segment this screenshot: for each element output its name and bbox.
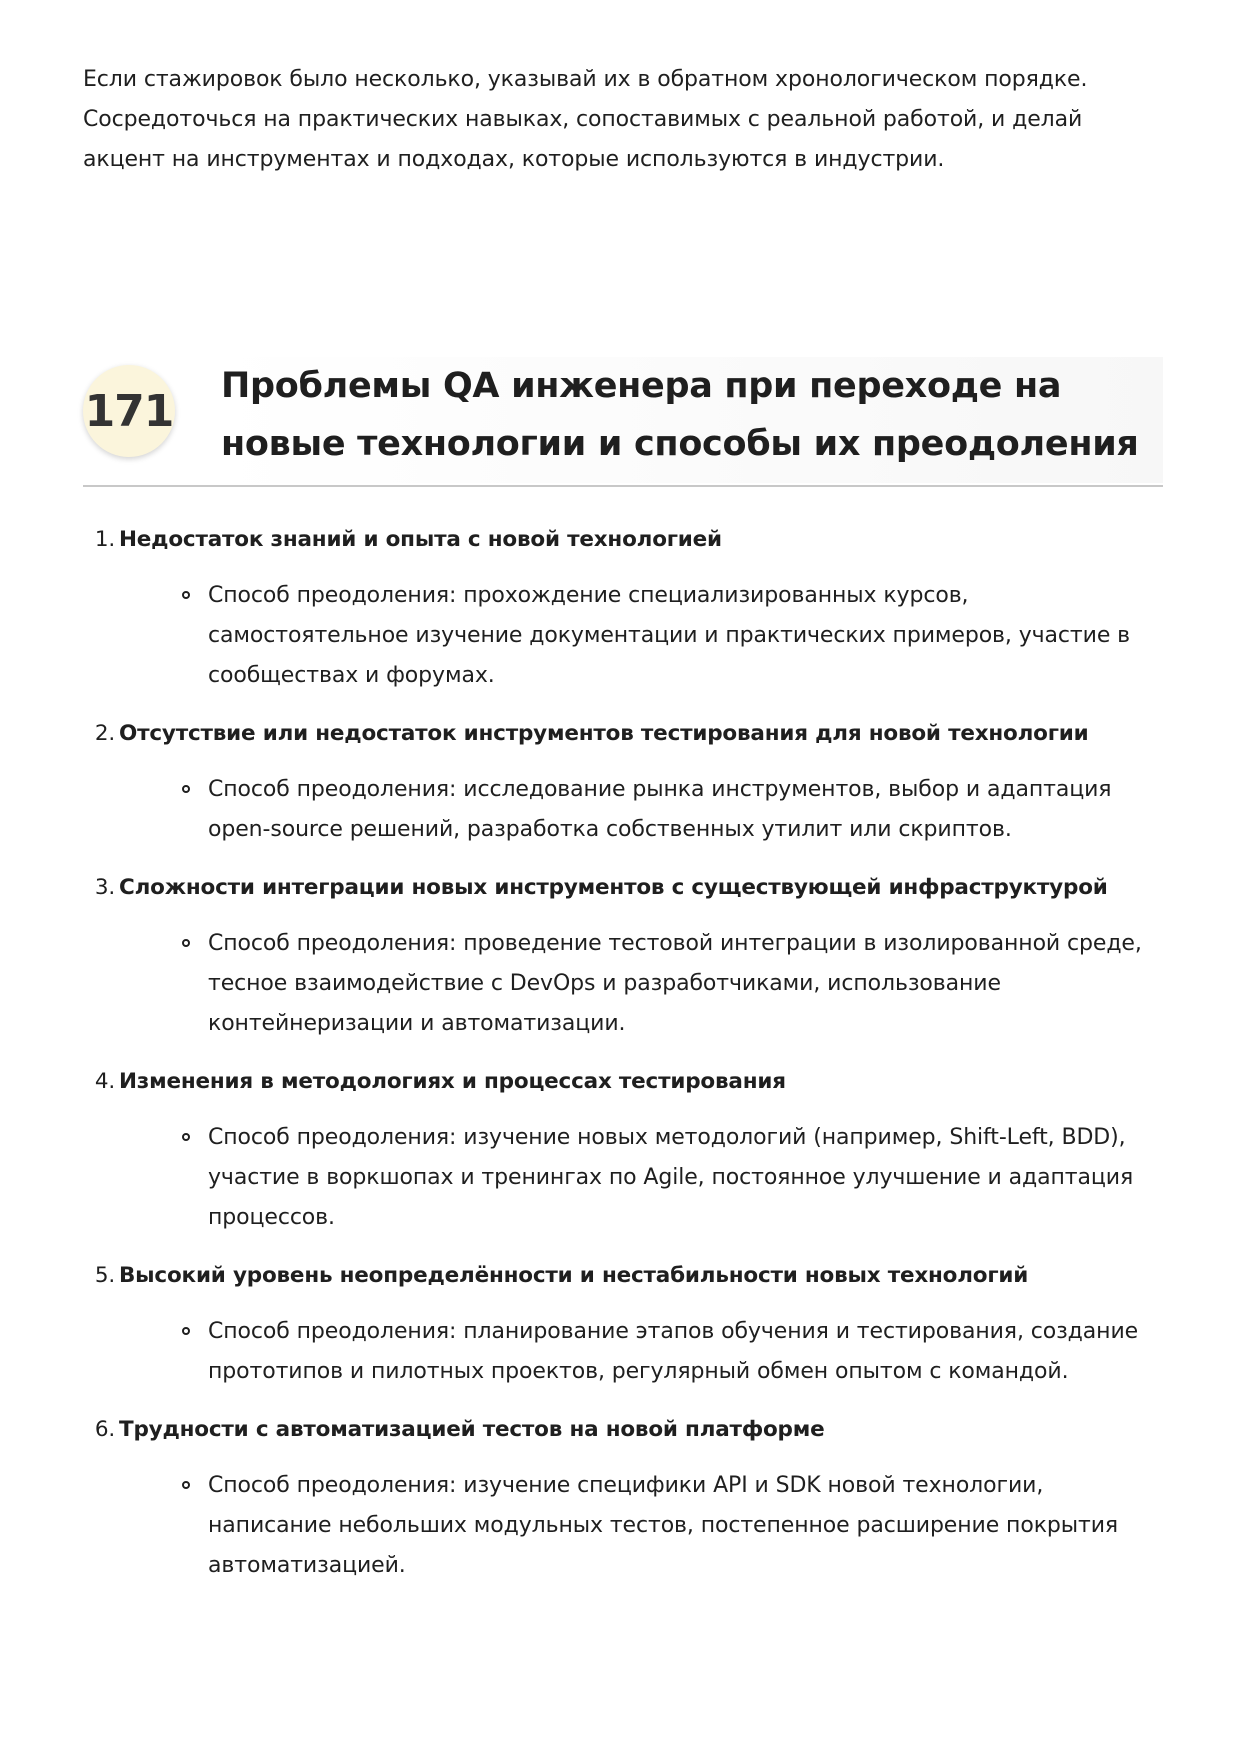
section-title: Проблемы QA инженера при переходе на новые технологии и способы их преодоления [221,366,1139,464]
problem-heading [83,1410,1163,1450]
solution-item [83,576,1163,696]
hollow-bullet-icon [182,785,190,793]
list-item [83,868,1163,1044]
section-header [83,357,1163,487]
problems-list [83,520,1163,1604]
list-item [83,520,1163,696]
solution-text: Способ преодоления: планирование этапов обучения и тестирования, создание прототипов и пилотных проектов, регулярный обмен опытом с командой. [208,1319,1139,1384]
problem-heading [83,1256,1163,1296]
problem-number: 2. [94,721,115,746]
list-item [83,714,1163,850]
problem-title: Сложности интеграции новых инструментов с существующей инфраструктурой [119,875,1108,900]
list-item [83,1410,1163,1586]
problem-title: Недостаток знаний и опыта с новой технологией [119,527,722,552]
problem-heading [83,868,1163,908]
solution-text: Способ преодоления: прохождение специализированных курсов, самостоятельное изучение документации и практических примеров, участие в сообществах и форумах. [208,583,1131,688]
list-item [83,1062,1163,1238]
solution-item [83,770,1163,850]
list-item [83,1256,1163,1392]
section-number-badge: 171 [83,365,175,457]
problem-heading [83,1062,1163,1102]
solution-text: Способ преодоления: исследование рынка инструментов, выбор и адаптация open-source решений, разработка собственных утилит или скриптов. [208,777,1112,842]
problem-title: Отсутствие или недостаток инструментов тестирования для новой технологии [119,721,1089,746]
problem-number: 3. [94,875,115,900]
problem-title: Изменения в методологиях и процессах тестирования [119,1069,786,1094]
hollow-bullet-icon [182,1327,190,1335]
solution-text: Способ преодоления: проведение тестовой интеграции в изолированной среде, тесное взаимодействие с DevOps и разработчиками, использование контейнеризации и автоматизации. [208,931,1142,1036]
problem-heading [83,520,1163,560]
hollow-bullet-icon [182,939,190,947]
solution-text: Способ преодоления: изучение специфики API и SDK новой технологии, написание небольших модульных тестов, постепенное расширение покрытия автоматизацией. [208,1473,1119,1578]
solution-item [83,1118,1163,1238]
hollow-bullet-icon [182,591,190,599]
hollow-bullet-icon [182,1133,190,1141]
problem-number: 6. [94,1417,115,1442]
hollow-bullet-icon [182,1481,190,1489]
problem-title: Трудности с автоматизацией тестов на новой платформе [119,1417,825,1442]
solution-item [83,1466,1163,1586]
solution-item [83,1312,1163,1392]
problem-title: Высокий уровень неопределённости и нестабильности новых технологий [119,1263,1029,1288]
problem-heading [83,714,1163,754]
solution-item [83,924,1163,1044]
intro-paragraph: Если стажировок было несколько, указывай их в обратном хронологическом порядке. Сосредоточься на практических навыках, сопоставимых с реальной работой, и делай акцент на инструментах и подходах, которые используются в индустрии. [83,67,1088,172]
problem-number: 5. [94,1263,115,1288]
problem-number: 1. [94,527,115,552]
problem-number: 4. [94,1069,115,1094]
solution-text: Способ преодоления: изучение новых методологий (например, Shift-Left, BDD), участие в воркшопах и тренингах по Agile, постоянное улучшение и адаптация процессов. [208,1125,1134,1230]
document-page [83,60,1163,1578]
